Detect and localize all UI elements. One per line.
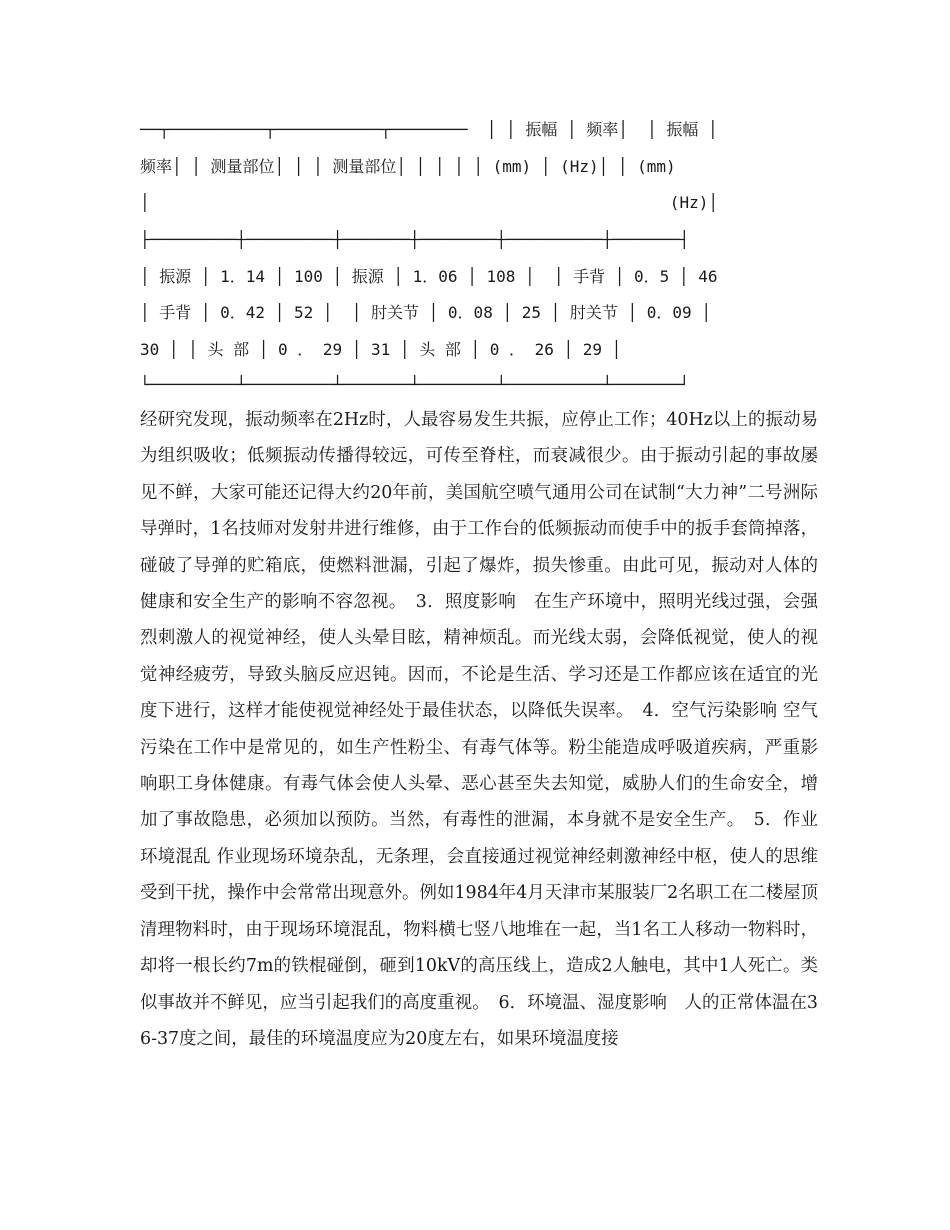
table-line: └─────────┴─────────┴───────┴────────┴──────────┴───────┘ — [140, 375, 690, 394]
table-line: ──┬──────────┬───────────┬──────── │ │ 振幅 │ 频率│ │ 振幅 │ — [140, 120, 718, 139]
body-paragraph: 经研究发现，振动频率在2Hz时，人最容易发生共振，应停止工作；40Hz以上的振动易为组织吸收；低频振动传播得较远，可传至脊柱，而衰减很少。由于振动引起的事故屡见不鲜，大家可能还记得大约20年前，美国航空喷气通用公司在试制“大力神”二号洲际导弹时，1名技师对发射井进行维修，由于工作台的低频振动而使手中的扳手套筒掉落，碰破了导弹的贮箱底，使燃料泄漏，引起了爆炸，损失惨重。由此可见，振动对人体的健康和安全生产的影响不容忽视。 3．照度影响 在生产环境中，照明光线过强，会强烈刺激人的视觉神经，使人头晕目眩，精神烦乱。而光线太弱，会降低视觉，使人的视觉神经疲劳，导致头脑反应迟钝。因而，不论是生活、学习还是工作都应该在适宜的光度下进行，这样才能使视觉神经处于最佳状态，以降低失误率。 4．空气污染影响 空气污染在工作中是常见的，如生产性粉尘、有毒气体等。粉尘能造成呼吸道疾病，严重影响职工身体健康。有毒气体会使人头晕、恶心甚至失去知觉，威胁人们的生命安全，增加了事故隐患，必须加以预防。当然，有毒性的泄漏，本身就不是安全生产。 5．作业环境混乱 作业现场环境杂乱，无条理，会直接通过视觉神经刺激神经中枢，使人的思维受到干扰，操作中会常常出现意外。例如1984年4月天津市某服装厂2名职工在二楼屋顶清理物料时，由于现场环境混乱，物料横七竖八地堆在一起，当1名工人移动一物料时，却将一根长约7m的铁棍碰倒，砸到10kV的高压线上，造成2人触电，其中1人死亡。类似事故并不鲜见，应当引起我们的高度重视。 6．环境温、湿度影响 人的正常体温在36-37度之间，最佳的环境温度应为20度左右，如果环境温度接 — [140, 410, 818, 1049]
table-line: │ (Hz)│ — [140, 193, 718, 212]
table-line: │ 振源 │ 1．14 │ 100 │ 振源 │ 1．06 │ 108 │ │ 手背 │ 0．5 │ 46 — [140, 267, 718, 286]
table-line: ├─────────┼─────────┼───────┼────────┼──────────┼───────┤ — [140, 230, 690, 249]
table-line: 频率│ │ 测量部位│ │ │ 测量部位│ │ │ │ │ (mm) │ (Hz)│ │ (mm) — [140, 157, 676, 176]
table-line: │ 手背 │ 0．42 │ 52 │ │ 肘关节 │ 0．08 │ 25 │ 肘关节 │ 0．09 │ — [140, 303, 711, 322]
table-line: 30 │ │ 头 部 │ 0 ． 29 │ 31 │ 头 部 │ 0 ． 26 │ 29 │ — [140, 340, 622, 359]
